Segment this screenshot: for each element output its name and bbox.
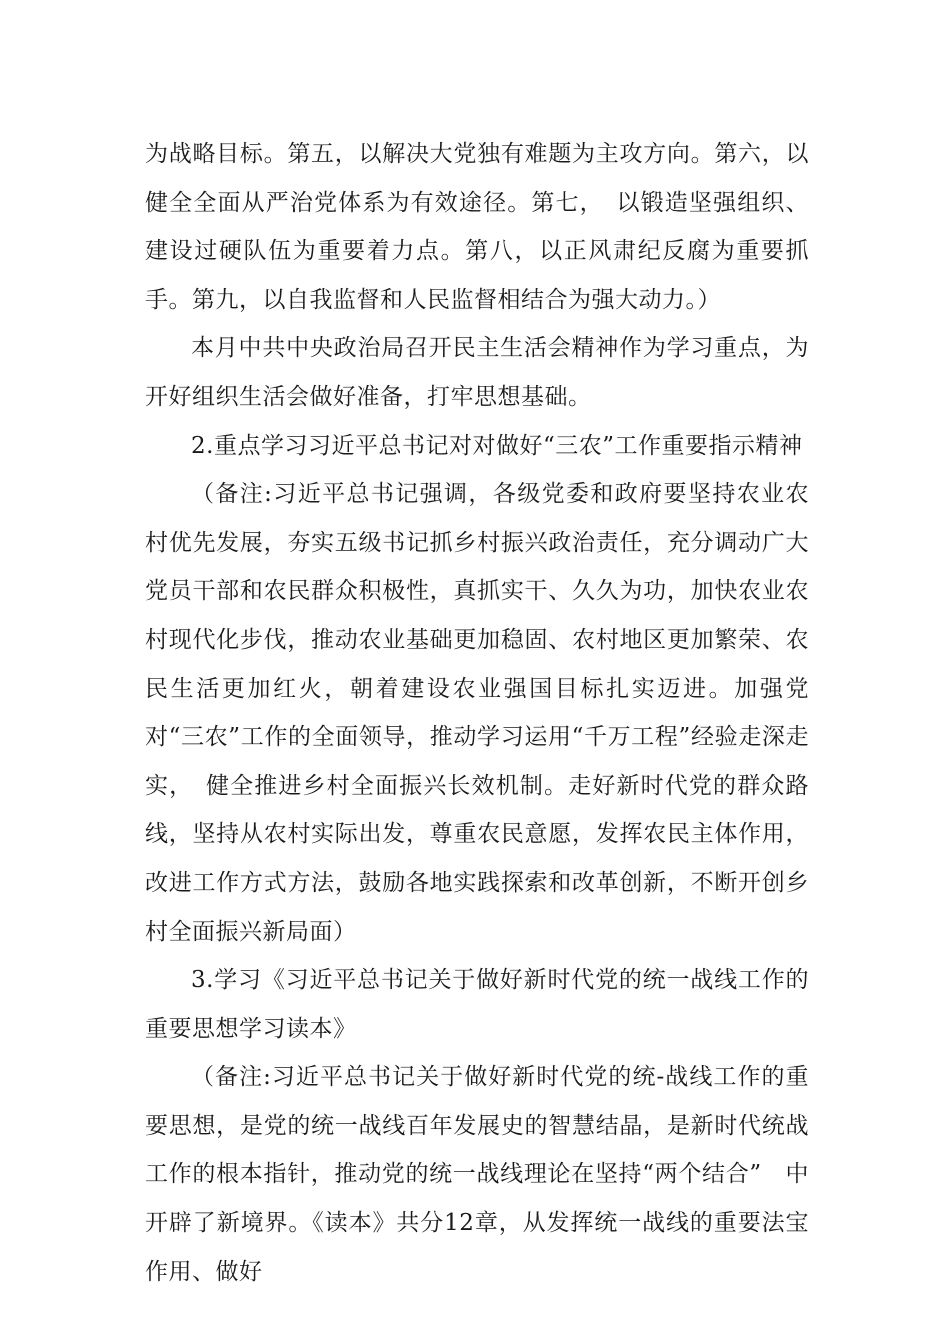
heading-item-2: 2.重点学习习近平总书记对对做好“三农”工作重要指示精神 <box>191 432 803 459</box>
paragraph-meeting-focus: 本月中共中央政治局召开民主生活会精神作为学习重点，为开好组织生活会做好准备，打牢思想基础。 <box>145 335 809 410</box>
heading-item-3: 3.学习《习近平总书记关于做好新时代党的统一战线工作的重要思想学习读本》 <box>145 967 809 1042</box>
paragraph-continuation: 为战略目标。第五，以解决大党独有难题为主攻方向。第六，以健全全面从严治党体系为有效途径。第七， 以锻造坚强组织、建设过硬队伍为重要着力点。第八，以正风肃纪反腐为重要抓手。第九，以自我监督和人民监督相结合为强大动力。） <box>145 141 809 313</box>
paragraph-note-item-2: （备注:习近平总书记强调，各级党委和政府要坚持农业农村优先发展，夯实五级书记抓乡村振兴政治责任，充分调动广大党员干部和农民群众积极性，真抓实干、久久为功，加快农业农村现代化步伐，推动农业基础更加稳固、农村地区更加繁荣、农民生活更加红火，朝着建设农业强国目标扎实迈进。加强党对“三农”工作的全面领导，推动学习运用“千万工程”经验走深走实， 健全推进乡村全面振兴长效机制。走好新时代党的群众路线，坚持从农村实际出发，尊重农民意愿，发挥农民主体作用，改进工作方式方法，鼓励各地实践探索和改革创新，不断开创乡村全面振兴新局面） <box>145 481 809 945</box>
document-body <box>145 130 809 1296</box>
paragraph-note-item-3: （备注:习近平总书记关于做好新时代党的统-战线工作的重要思想，是党的统一战线百年发展史的智慧结晶，是新时代统战工作的根本指针，推动党的统一战线理论在坚持“两个结合” 中开辟了新境界。《读本》共分12章，从发挥统一战线的重要法宝作用、做好 <box>145 1064 809 1285</box>
